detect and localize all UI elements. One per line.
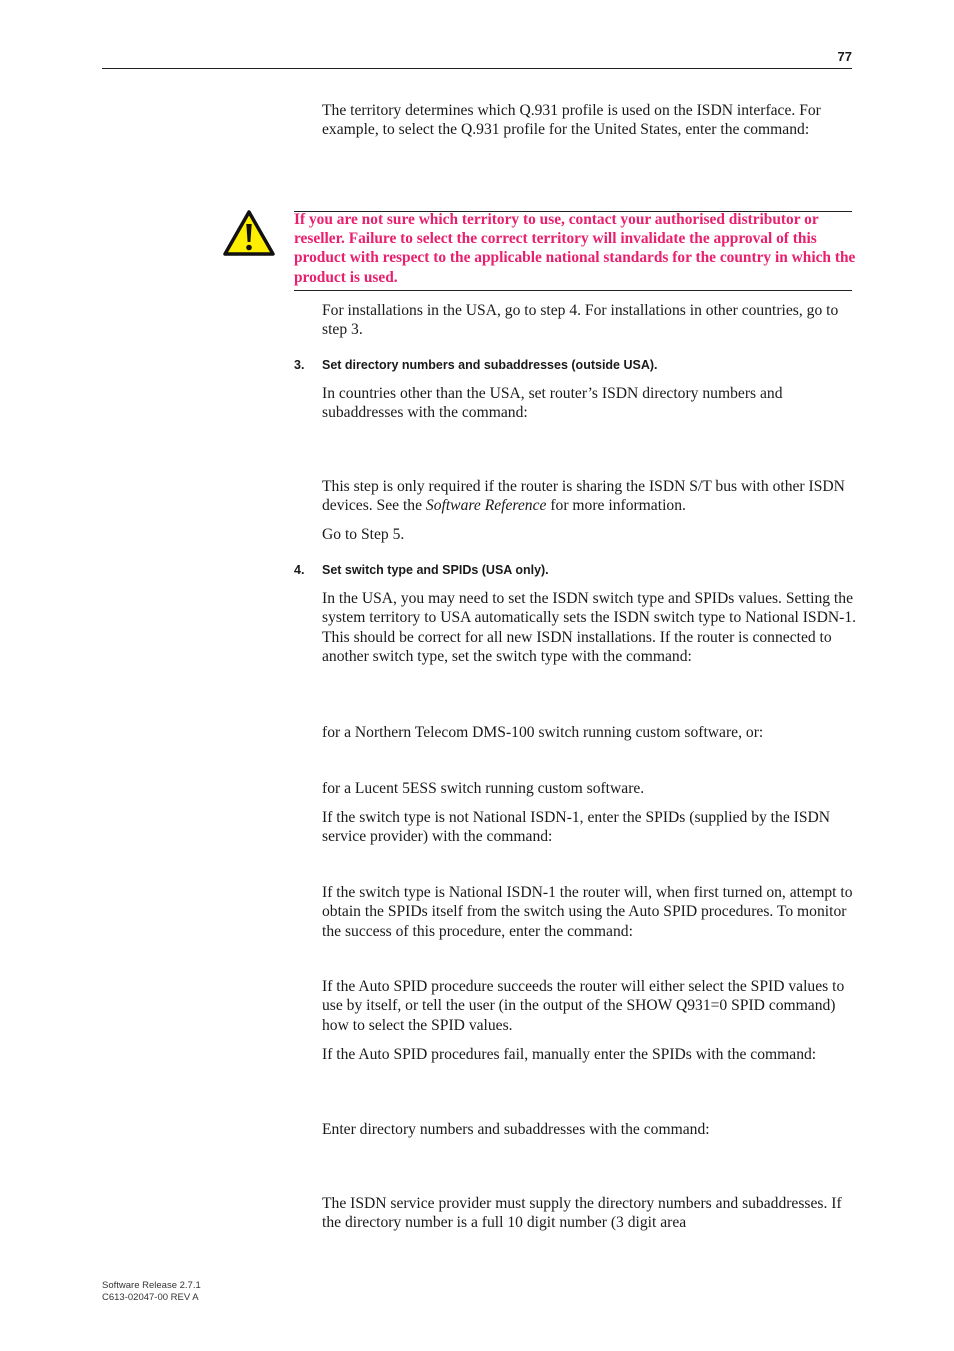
step-3-note xyxy=(322,477,862,516)
not-national-paragraph: If the switch type is not National ISDN-1, enter the SPIDs (supplied by the ISDN service provider) with the command: xyxy=(322,809,831,846)
installations-paragraph: For installations in the USA, go to step 4. For installations in other countries, go to step 3. xyxy=(322,302,839,339)
step-3-note-post: for more information. xyxy=(546,497,686,515)
goto-step-5: Go to Step 5. xyxy=(322,526,405,543)
enter-directory-paragraph: Enter directory numbers and subaddresses with the command: xyxy=(322,1121,710,1138)
warning-text: If you are not sure which territory to use, contact your authorised distributor or reseller. Failure to select the correct territory will invalidate the approval of this product with respect to the applicable national standards for the country in which the product is used. xyxy=(294,211,856,286)
page-number: 77 xyxy=(837,49,852,64)
step-4-number: 4. xyxy=(294,563,305,577)
auto-spid-success-paragraph: If the Auto SPID procedure succeeds the router will either select the SPID values to use by itself, or tell the user (in the output of the SHOW Q931=0 SPID command) how to select the SPID values. xyxy=(322,978,845,1034)
national-paragraph: If the switch type is National ISDN-1 the router will, when first turned on, attempt to obtain the SPIDs itself from the switch using the Auto SPID procedures. To monitor the success of this procedure, enter the command: xyxy=(322,884,853,940)
lucent-paragraph: for a Lucent 5ESS switch running custom software. xyxy=(322,780,645,797)
warning-bottom-rule xyxy=(294,290,852,291)
warning-triangle-icon xyxy=(222,209,276,257)
northern-telecom-paragraph: for a Northern Telecom DMS-100 switch running custom software, or: xyxy=(322,724,764,741)
step-3-body: In countries other than the USA, set router’s ISDN directory numbers and subaddresses with the command: xyxy=(322,385,783,422)
step-3-number: 3. xyxy=(294,358,305,372)
isdn-provider-paragraph: The ISDN service provider must supply the directory numbers and subaddresses. If the directory number is a full 10 digit number (3 digit area xyxy=(322,1195,842,1232)
auto-spid-fail-paragraph: If the Auto SPID procedures fail, manually enter the SPIDs with the command: xyxy=(322,1046,817,1063)
step-3-title: Set directory numbers and subaddresses (outside USA). xyxy=(322,358,658,372)
step-4-body: In the USA, you may need to set the ISDN switch type and SPIDs values. Setting the system territory to USA automatically sets the ISDN switch type to National ISDN-1. This should be correct for all new ISDN installations. If the router is connected to another switch type, set the switch type with the command: xyxy=(322,590,857,665)
header-rule xyxy=(102,68,852,69)
software-reference-citation: Software Reference xyxy=(425,497,547,515)
step-3-note-pre: This step is only required if the router is sharing the ISDN S/T bus with other ISDN devices. See the xyxy=(322,478,845,515)
step-4-heading xyxy=(294,563,549,577)
step-4-title: Set switch type and SPIDs (USA only). xyxy=(322,563,549,577)
step-3-heading xyxy=(294,358,658,372)
footer-doc-code: C613-02047-00 REV A xyxy=(102,1291,199,1303)
footer-release: Software Release 2.7.1 xyxy=(102,1280,201,1291)
territory-intro-paragraph: The territory determines which Q.931 profile is used on the ISDN interface. For example, to select the Q.931 profile for the United States, enter the command: xyxy=(322,102,821,139)
footer xyxy=(102,1280,201,1303)
